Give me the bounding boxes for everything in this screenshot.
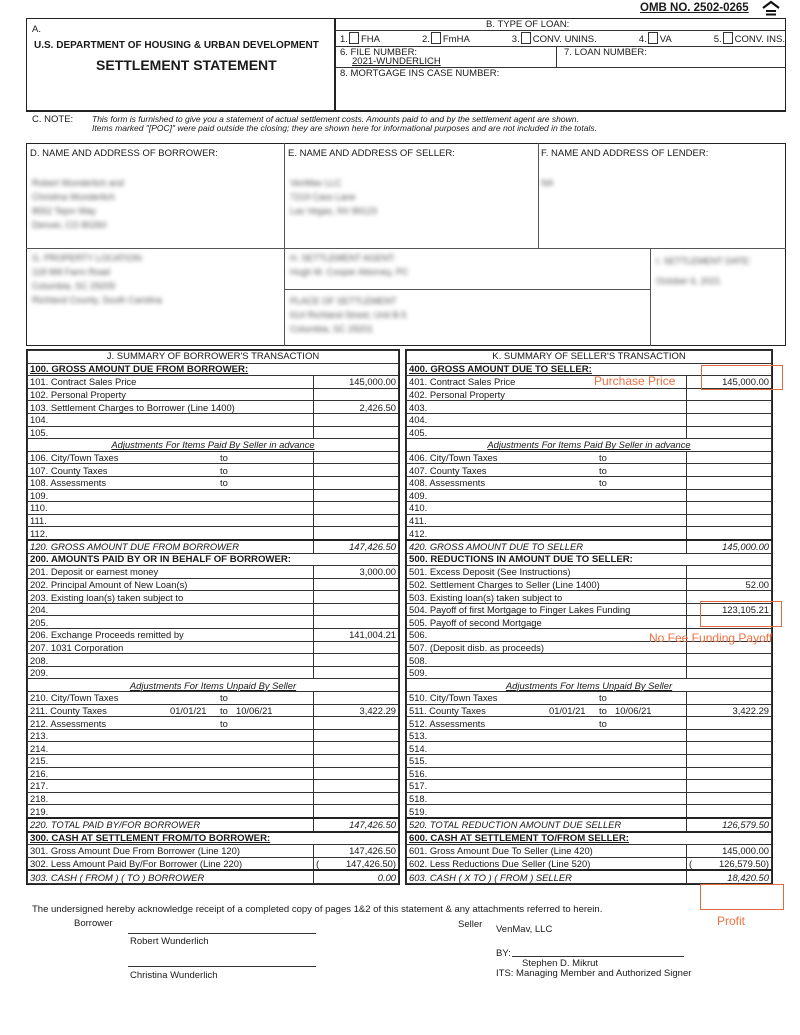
line-amount [687, 527, 772, 540]
table-row [28, 755, 399, 768]
line-amount: 0.00 [314, 870, 399, 883]
table-row [407, 755, 772, 768]
table-row [407, 426, 772, 439]
line-amount [687, 489, 772, 502]
line-label: 402. Personal Property [409, 389, 505, 401]
table-row [407, 413, 772, 426]
line-amount [314, 654, 399, 667]
type-of-loan-label: B. TYPE OF LOAN: [486, 19, 570, 30]
line-label: 601. Gross Amount Due To Seller (Line 420) [409, 845, 593, 857]
section-header-row: 600. CASH AT SETTLEMENT TO/FROM SELLER: [407, 832, 772, 845]
line-label: 210. City/Town Taxes [30, 692, 119, 704]
line-amount: 2,426.50 [314, 401, 399, 414]
conv-unins-checkbox[interactable] [521, 32, 531, 44]
table-row [28, 603, 399, 616]
line-amount: 145,000.00 [314, 376, 399, 389]
table-row [407, 845, 772, 858]
line-amount [687, 742, 772, 755]
summary-title: J. SUMMARY OF BORROWER'S TRANSACTION [28, 351, 399, 364]
line-amount [314, 413, 399, 426]
line-label: 411. [409, 515, 427, 527]
table-row [28, 413, 399, 426]
settlement-date: I. SETTLEMENT DATE: October 6, 2021 [656, 256, 752, 286]
section-header-row: 500. REDUCTIONS IN AMOUNT DUE TO SELLER: [407, 553, 772, 566]
line-label: 510. City/Town Taxes [409, 692, 498, 704]
line-amount [314, 641, 399, 654]
table-row [28, 464, 399, 477]
table-row [407, 388, 772, 401]
line-label: 407. County Taxes [409, 464, 487, 476]
line-amount [687, 692, 772, 705]
line-amount [687, 780, 772, 793]
line-label: 103. Settlement Charges to Borrower (Line 1400) [30, 401, 235, 413]
line-amount [687, 502, 772, 515]
table-row [28, 792, 399, 805]
line-label: 513. [409, 730, 428, 742]
line-label: 412. [409, 527, 428, 539]
table-row [407, 401, 772, 414]
line-label: 213. [30, 730, 49, 742]
va-checkbox[interactable] [648, 32, 658, 44]
line-amount: ( 147,426.50) [314, 857, 399, 870]
date-to-label: to [599, 464, 607, 476]
table-row [28, 818, 399, 832]
line-amount [314, 476, 399, 489]
loan-type-conv-unins[interactable]: 3. CONV. UNINS. [511, 34, 597, 45]
table-row [28, 616, 399, 629]
line-label: 101. Contract Sales Price [30, 376, 137, 388]
adjustments-row: Adjustments For Items Paid By Seller in advance [28, 439, 399, 452]
agency-name: U.S. DEPARTMENT OF HOUSING & URBAN DEVELOPMENT [34, 40, 319, 51]
borrower-name-2: Christina Wunderlich [130, 970, 218, 981]
line-amount [314, 805, 399, 818]
page-title: SETTLEMENT STATEMENT [96, 57, 277, 73]
line-label: 211. County Taxes [30, 704, 107, 716]
borrower-address: Robert Wunderlich and Christina Wunderlich 8552 Tejon Way Denver, CO 80260 [32, 178, 124, 230]
table-row [28, 666, 399, 679]
line-label: 509. [409, 667, 428, 679]
table-row [407, 870, 772, 883]
date-to-label: to [220, 704, 228, 716]
borrower-signature-line-1[interactable] [128, 933, 316, 934]
line-label: 504. Payoff of first Mortgage to Finger Lakes Funding [409, 604, 631, 616]
borrower-sig-label: Borrower [74, 918, 113, 929]
line-amount [314, 388, 399, 401]
table-row [28, 857, 399, 870]
table-row [407, 704, 772, 717]
table-row [407, 654, 772, 667]
signer-title: ITS: Managing Member and Authorized Signer [496, 968, 692, 979]
summary-title: K. SUMMARY OF SELLER'S TRANSACTION [407, 351, 772, 364]
line-amount [687, 413, 772, 426]
note-label: C. NOTE: [32, 114, 74, 125]
equal-housing-icon [761, 0, 781, 18]
paren-open: ( [316, 858, 320, 870]
paren-open: ( [689, 858, 693, 870]
date-from: 01/01/21 [549, 704, 586, 716]
line-label: 216. [30, 767, 49, 779]
seller-sig-label: Seller [458, 919, 483, 930]
line-label: 108. Assessments [30, 477, 107, 489]
line-label: 512. Assessments [409, 717, 486, 729]
place-of-settlement: PLACE OF SETTLEMENT 614 Richland Street, Unit B-5 Columbia, SC 29201 [290, 296, 407, 334]
line-amount: 147,426.50 [314, 540, 399, 553]
date-until: 10/06/21 [615, 704, 652, 716]
line-amount [687, 464, 772, 477]
line-amount [314, 666, 399, 679]
note-line-2: Items marked "[POC]" were paid outside the closing; they are shown here for informational purposes and are not included in the totals. [92, 123, 597, 133]
table-row [28, 845, 399, 858]
line-label: 409. [409, 489, 428, 501]
table-row [407, 692, 772, 705]
line-label: 511. County Taxes [409, 704, 486, 716]
date-to-label: to [599, 717, 607, 729]
line-label: 302. Less Amount Paid By/For Borrower (Line 220) [30, 858, 243, 870]
line-label: 209. [30, 667, 49, 679]
line-label: 507. (Deposit disb. as proceeds) [409, 641, 544, 653]
line-amount [687, 717, 772, 730]
line-amount: 123,105.21 [687, 603, 772, 616]
date-to-label: to [599, 477, 607, 489]
line-amount [687, 401, 772, 414]
line-label: 516. [409, 767, 428, 779]
line-amount [687, 426, 772, 439]
line-amount [314, 729, 399, 742]
line-amount [314, 792, 399, 805]
settlement-agent: H. SETTLEMENT AGENT: Hugh M. Cooper Attorney, PC [290, 253, 409, 277]
date-to-label: to [220, 452, 228, 464]
lender-address: NA [541, 178, 554, 188]
table-row [407, 792, 772, 805]
table-row [28, 692, 399, 705]
line-amount [314, 742, 399, 755]
table-row [28, 591, 399, 604]
line-amount [314, 591, 399, 604]
line-label: 517. [409, 780, 428, 792]
borrower-name-1: Robert Wunderlich [130, 936, 209, 947]
line-label: 220. TOTAL PAID BY/FOR BORROWER [30, 819, 201, 831]
line-label: 205. [30, 616, 49, 628]
line-label: 207. 1031 Corporation [30, 641, 124, 653]
table-row [407, 666, 772, 679]
line-label: 404. [409, 414, 428, 426]
purchase-price-annotation: Purchase Price [594, 374, 676, 388]
adjustments-row: Adjustments For Items Paid By Seller in advance [407, 439, 772, 452]
line-amount [314, 514, 399, 527]
date-to-label: to [220, 717, 228, 729]
line-amount [687, 767, 772, 780]
line-amount [314, 616, 399, 629]
table-row [407, 489, 772, 502]
table-row [28, 388, 399, 401]
line-label: 520. TOTAL REDUCTION AMOUNT DUE SELLER [409, 819, 622, 831]
table-row [28, 805, 399, 818]
line-label: 107. County Taxes [30, 464, 108, 476]
table-row [407, 514, 772, 527]
line-label: 212. Assessments [30, 717, 107, 729]
section-header-row: 200. AMOUNTS PAID BY OR IN BEHALF OF BORROWER: [28, 553, 399, 566]
date-from: 01/01/21 [170, 704, 207, 716]
table-row [407, 502, 772, 515]
line-amount: 147,426.50 [314, 845, 399, 858]
table-row [28, 376, 399, 389]
signer-name: Stephen D. Mikrut [522, 958, 599, 969]
table-row [407, 464, 772, 477]
section-header-row: 300. CASH AT SETTLEMENT FROM/TO BORROWER: [28, 832, 399, 845]
line-amount [314, 578, 399, 591]
line-label: 218. [30, 793, 49, 805]
date-to-label: to [220, 464, 228, 476]
line-label: 106. City/Town Taxes [30, 452, 119, 464]
line-label: 110. [30, 502, 48, 514]
line-amount: ( 126,579.50) [687, 857, 772, 870]
line-amount [687, 451, 772, 464]
line-amount [687, 388, 772, 401]
line-label: 514. [409, 742, 428, 754]
line-label: 502. Settlement Charges to Seller (Line 1400) [409, 578, 600, 590]
line-amount [687, 805, 772, 818]
table-row [28, 641, 399, 654]
line-amount: 126,579.50 [687, 818, 772, 832]
line-label: 112. [30, 527, 48, 539]
line-amount: 18,420.50 [687, 870, 772, 883]
table-row [28, 870, 399, 883]
line-label: 217. [30, 780, 49, 792]
by-label: BY: [496, 948, 511, 959]
omb-number: OMB NO. 2502-0265 [640, 2, 749, 14]
file-number-label: 6. FILE NUMBER: [340, 47, 418, 58]
borrower-summary-table [27, 350, 399, 884]
conv-ins-checkbox[interactable] [723, 32, 733, 44]
table-row [28, 527, 399, 540]
line-label: 208. [30, 654, 49, 666]
line-label: 215. [30, 755, 49, 767]
line-label: 501. Excess Deposit (See Instructions) [409, 566, 571, 578]
table-row [407, 729, 772, 742]
line-amount: 3,000.00 [314, 566, 399, 579]
loan-type-fha[interactable]: 1. FHA [340, 34, 380, 45]
payoff-annotation: No Fee Funding Payoff [649, 631, 773, 645]
date-to-label: to [599, 692, 607, 704]
line-amount [314, 717, 399, 730]
table-row [28, 780, 399, 793]
line-amount: 141,004.21 [314, 629, 399, 642]
line-label: 506. [409, 629, 428, 641]
line-label: 405. [409, 426, 428, 438]
table-row [407, 742, 772, 755]
line-label: 120. GROSS AMOUNT DUE FROM BORROWER [30, 541, 240, 553]
date-to-label: to [599, 704, 607, 716]
table-row [28, 502, 399, 515]
table-row [28, 767, 399, 780]
fmha-checkbox[interactable] [431, 32, 441, 44]
table-row [407, 857, 772, 870]
table-row [28, 704, 399, 717]
table-row [407, 717, 772, 730]
table-row [28, 729, 399, 742]
loan-type-conv-ins[interactable]: 5. CONV. INS. [713, 34, 785, 45]
table-row [28, 742, 399, 755]
loan-type-va[interactable]: 4. VA [638, 34, 672, 45]
table-row [28, 717, 399, 730]
table-row [28, 566, 399, 579]
seller-entity: VenMav, LLC [496, 924, 553, 935]
seller-address: VenMav LLC 7219 Cass Lane Las Vegas, NV 89123 [290, 178, 378, 216]
loan-type-fmha[interactable]: 2. FmHA [421, 34, 470, 45]
line-label: 109. [30, 489, 49, 501]
line-label: 503. Existing loan(s) taken subject to [409, 591, 563, 603]
payoff-highlight [700, 601, 782, 627]
profit-highlight [700, 884, 784, 910]
line-label: 518. [409, 793, 428, 805]
line-amount [314, 603, 399, 616]
line-amount: 145,000.00 [687, 845, 772, 858]
line-amount [314, 489, 399, 502]
line-label: 508. [409, 654, 428, 666]
line-label: 201. Deposit or earnest money [30, 566, 159, 578]
line-amount [687, 654, 772, 667]
acknowledge-text: The undersigned hereby acknowledge receipt of a completed copy of pages 1&2 of this statement & any attachments referred to herein. [32, 904, 603, 915]
line-label: 102. Personal Property [30, 389, 126, 401]
note-line-1: This form is furnished to give you a statement of actual settlement costs. Amounts paid to and by the settlement agent are shown. [92, 114, 579, 124]
table-row [28, 629, 399, 642]
borrower-label: D. NAME AND ADDRESS OF BORROWER: [30, 148, 218, 159]
line-amount [314, 527, 399, 540]
line-label: 214. [30, 742, 49, 754]
line-label: 410. [409, 502, 428, 514]
line-amount [314, 426, 399, 439]
line-amount [314, 451, 399, 464]
line-label: 505. Payoff of second Mortgage [409, 616, 542, 628]
loan-type-row [340, 32, 785, 45]
line-amount [687, 566, 772, 579]
line-amount [314, 692, 399, 705]
line-label: 105. [30, 426, 49, 438]
table-row [28, 514, 399, 527]
line-label: 406. City/Town Taxes [409, 452, 498, 464]
seller-label: E. NAME AND ADDRESS OF SELLER: [288, 148, 455, 159]
seller-signature-line[interactable] [512, 956, 684, 957]
line-amount [687, 476, 772, 489]
table-row [407, 527, 772, 540]
adjustments-row: Adjustments For Items Unpaid By Seller [28, 679, 399, 692]
line-label: 408. Assessments [409, 477, 486, 489]
line-amount [687, 514, 772, 527]
line-label: 202. Principal Amount of New Loan(s) [30, 578, 188, 590]
section-header-row: 100. GROSS AMOUNT DUE FROM BORROWER: [28, 363, 399, 376]
table-row [407, 540, 772, 553]
file-number-value: 2021-WUNDERLICH [352, 56, 441, 67]
loan-number-label: 7. LOAN NUMBER: [564, 47, 647, 58]
line-label: 301. Gross Amount Due From Borrower (Line 120) [30, 845, 240, 857]
mortgage-ins-label: 8. MORTGAGE INS CASE NUMBER: [340, 68, 500, 79]
table-row [407, 578, 772, 591]
line-amount [687, 729, 772, 742]
table-row [407, 451, 772, 464]
table-row [28, 426, 399, 439]
line-label: 515. [409, 755, 428, 767]
line-label: 303. CASH ( FROM ) ( TO ) BORROWER [30, 871, 205, 883]
line-amount: 52.00 [687, 578, 772, 591]
line-label: 219. [30, 805, 49, 817]
table-row [28, 451, 399, 464]
purchase-price-highlight [701, 365, 783, 390]
line-amount: 145,000.00 [687, 376, 772, 389]
line-label: 204. [30, 604, 49, 616]
section-header-row: 400. GROSS AMOUNT DUE TO SELLER: [407, 363, 772, 376]
table-row [407, 476, 772, 489]
line-label: 403. [409, 401, 428, 413]
table-row [28, 476, 399, 489]
table-row [407, 805, 772, 818]
table-row [407, 818, 772, 832]
line-amount [314, 755, 399, 768]
line-label: 203. Existing loan(s) taken subject to [30, 591, 184, 603]
line-label: 206. Exchange Proceeds remitted by [30, 629, 184, 641]
table-row [28, 540, 399, 553]
line-label: 111. [30, 515, 47, 527]
line-amount [314, 502, 399, 515]
date-to-label: to [220, 692, 228, 704]
line-amount: 3,422.29 [687, 704, 772, 717]
borrower-signature-line-2[interactable] [128, 966, 316, 967]
line-amount [687, 666, 772, 679]
line-label: 602. Less Reductions Due Seller (Line 520) [409, 858, 591, 870]
table-row [28, 489, 399, 502]
line-amount: 147,426.50 [314, 818, 399, 832]
table-row [407, 566, 772, 579]
table-row [28, 401, 399, 414]
line-label: 420. GROSS AMOUNT DUE TO SELLER [409, 541, 584, 553]
line-label: 401. Contract Sales Price [409, 376, 516, 388]
date-until: 10/06/21 [236, 704, 273, 716]
line-label: 603. CASH ( X TO ) ( FROM ) SELLER [409, 871, 572, 883]
line-amount [314, 464, 399, 477]
line-amount [687, 755, 772, 768]
table-row [28, 654, 399, 667]
line-label: 104. [30, 414, 49, 426]
date-to-label: to [220, 477, 228, 489]
line-label: 519. [409, 805, 428, 817]
profit-annotation: Profit [717, 914, 746, 928]
date-to-label: to [599, 452, 607, 464]
line-amount: 3,422.29 [314, 704, 399, 717]
section-a-label: A. [32, 24, 41, 35]
borrower-summary [26, 349, 400, 885]
table-row [28, 578, 399, 591]
lender-label: F. NAME AND ADDRESS OF LENDER: [541, 148, 709, 159]
table-row [407, 780, 772, 793]
table-row [407, 767, 772, 780]
line-amount [314, 780, 399, 793]
fha-checkbox[interactable] [349, 32, 359, 44]
line-amount [314, 767, 399, 780]
line-amount: 145,000.00 [687, 540, 772, 553]
adjustments-row: Adjustments For Items Unpaid By Seller [407, 679, 772, 692]
line-amount [687, 792, 772, 805]
property-location: G. PROPERTY LOCATION: 118 Mill Farm Road Columbia, SC 29209 Richland County, South Carolina [32, 253, 162, 305]
